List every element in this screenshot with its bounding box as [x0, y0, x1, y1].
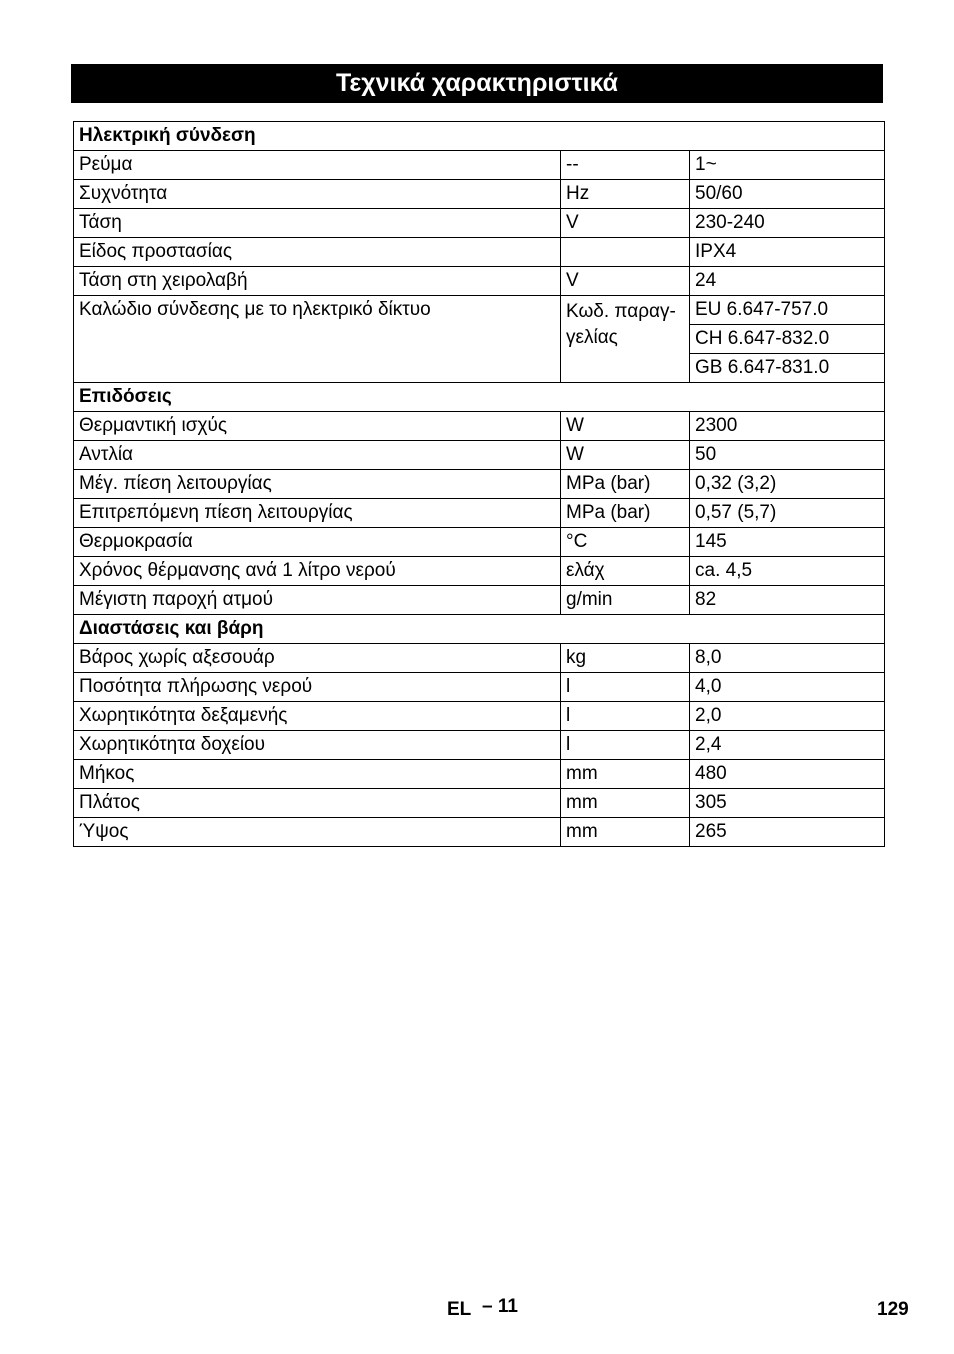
row-value: 82 — [690, 586, 885, 615]
table-row — [74, 441, 885, 470]
row-value: CH 6.647-832.0 — [690, 325, 885, 354]
row-value: 50/60 — [690, 180, 885, 209]
section-header-row — [74, 615, 885, 644]
row-unit: V — [561, 267, 690, 296]
row-label: Χρόνος θέρμανσης ανά 1 λίτρο νερού — [74, 557, 561, 586]
table-row — [74, 731, 885, 760]
row-value: 0,57 (5,7) — [690, 499, 885, 528]
table-row — [74, 238, 885, 267]
row-label: Αντλία — [74, 441, 561, 470]
table-row — [74, 151, 885, 180]
table-row — [74, 499, 885, 528]
row-value: 0,32 (3,2) — [690, 470, 885, 499]
row-label: Τάση — [74, 209, 561, 238]
row-value: 230-240 — [690, 209, 885, 238]
row-value: IPX4 — [690, 238, 885, 267]
row-unit: °C — [561, 528, 690, 557]
row-value: 50 — [690, 441, 885, 470]
footer-page-number: 129 — [877, 1299, 909, 1320]
row-value: 2300 — [690, 412, 885, 441]
section-header-row — [74, 383, 885, 412]
row-value: 480 — [690, 760, 885, 789]
section-heading-performance: Επιδόσεις — [74, 383, 885, 412]
row-label: Θερμαντική ισχύς — [74, 412, 561, 441]
row-label: Πλάτος — [74, 789, 561, 818]
section-header-row — [74, 122, 885, 151]
row-value: 265 — [690, 818, 885, 847]
row-value: 1~ — [690, 151, 885, 180]
section-heading-electrical: Ηλεκτρική σύνδεση — [74, 122, 885, 151]
row-unit: V — [561, 209, 690, 238]
row-value: 145 — [690, 528, 885, 557]
row-label: Μέγ. πίεση λειτουργίας — [74, 470, 561, 499]
row-label: Επιτρεπόμενη πίεση λειτουργίας — [74, 499, 561, 528]
row-label: Μήκος — [74, 760, 561, 789]
footer-section-page: – 11 — [482, 1296, 518, 1317]
row-label: Χωρητικότητα δοχείου — [74, 731, 561, 760]
table-row — [74, 557, 885, 586]
row-label: Καλώδιο σύνδεσης με το ηλεκτρικό δίκτυο — [74, 296, 561, 383]
row-value: 24 — [690, 267, 885, 296]
table-row — [74, 412, 885, 441]
row-unit: Κωδ. παραγ-γελίας — [561, 296, 690, 383]
row-unit — [561, 238, 690, 267]
row-unit: l — [561, 673, 690, 702]
footer-language: EL — [447, 1299, 472, 1320]
table-row — [74, 180, 885, 209]
row-unit: ελάχ — [561, 557, 690, 586]
table-row — [74, 673, 885, 702]
page-title: Τεχνικά χαρακτηριστικά — [71, 64, 883, 103]
row-unit: kg — [561, 644, 690, 673]
row-unit: W — [561, 412, 690, 441]
technical-data-table — [73, 121, 885, 847]
table-row — [74, 267, 885, 296]
row-label: Χωρητικότητα δεξαμενής — [74, 702, 561, 731]
table-row — [74, 470, 885, 499]
row-unit: Hz — [561, 180, 690, 209]
row-label: Ύψος — [74, 818, 561, 847]
row-value: 8,0 — [690, 644, 885, 673]
row-unit: mm — [561, 818, 690, 847]
table-row — [74, 702, 885, 731]
row-unit: mm — [561, 760, 690, 789]
row-value: 2,4 — [690, 731, 885, 760]
table-row — [74, 528, 885, 557]
row-label: Βάρος χωρίς αξεσουάρ — [74, 644, 561, 673]
row-unit: -- — [561, 151, 690, 180]
row-value: 4,0 — [690, 673, 885, 702]
table-row — [74, 586, 885, 615]
row-label: Ρεύμα — [74, 151, 561, 180]
row-label: Τάση στη χειρολαβή — [74, 267, 561, 296]
section-heading-dimensions: Διαστάσεις και βάρη — [74, 615, 885, 644]
row-unit: MPa (bar) — [561, 499, 690, 528]
table-row — [74, 209, 885, 238]
row-value: 2,0 — [690, 702, 885, 731]
row-unit: mm — [561, 789, 690, 818]
row-unit: l — [561, 702, 690, 731]
row-value: EU 6.647-757.0 — [690, 296, 885, 325]
row-label: Συχνότητα — [74, 180, 561, 209]
row-unit: MPa (bar) — [561, 470, 690, 499]
table-row — [74, 296, 885, 325]
table-row — [74, 818, 885, 847]
table-row — [74, 789, 885, 818]
row-value: 305 — [690, 789, 885, 818]
row-label: Ποσότητα πλήρωσης νερού — [74, 673, 561, 702]
row-label: Θερμοκρασία — [74, 528, 561, 557]
row-value: GB 6.647-831.0 — [690, 354, 885, 383]
table-row — [74, 760, 885, 789]
table-row — [74, 644, 885, 673]
row-label: Είδος προστασίας — [74, 238, 561, 267]
row-unit: W — [561, 441, 690, 470]
row-value: ca. 4,5 — [690, 557, 885, 586]
row-unit: l — [561, 731, 690, 760]
row-label: Μέγιστη παροχή ατμού — [74, 586, 561, 615]
row-unit: g/min — [561, 586, 690, 615]
